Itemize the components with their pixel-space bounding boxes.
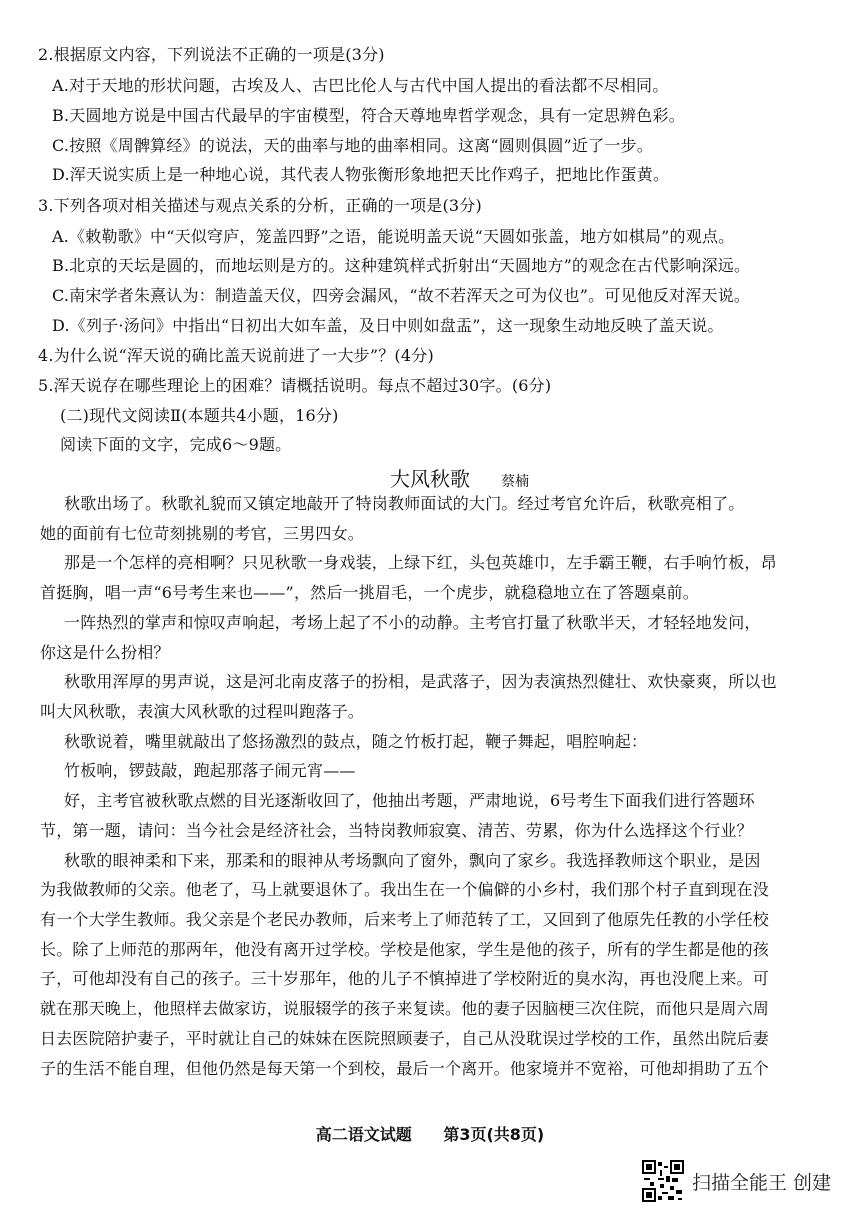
- page-footer: [0, 1122, 860, 1145]
- article-title: 大风秋歌: [390, 467, 470, 491]
- article-line: 日去医院陪护妻子，平时就让自己的妹妹在医院照顾妻子，自己从没耽误过学校的工作，虽然出院后妻: [40, 1029, 770, 1048]
- article-header: [390, 463, 529, 492]
- article-line: 叫大风秋歌，表演大风秋歌的过程叫跑落子。: [40, 702, 365, 721]
- section-instruction: 阅读下面的文字，完成6～9题。: [60, 435, 292, 454]
- question-2-option-a: A.对于天地的形状问题，古埃及人、古巴比伦人与古代中国人提出的看法都不尽相同。: [52, 76, 669, 95]
- article-line: 她的面前有七位苛刻挑剔的考官，三男四女。: [40, 524, 365, 543]
- question-3-option-c: C.南宋学者朱熹认为：制造盖天仪，四旁会漏风，“故不若浑天之可为仪也”。可见他反对浑天说。: [52, 286, 751, 305]
- scanner-watermark: [642, 1160, 831, 1202]
- question-2-option-c: C.按照《周髀算经》的说法，天的曲率与地的曲率相同。这离“圆则俱圆”近了一步。: [52, 136, 653, 155]
- article-line: 节，第一题，请问：当今社会是经济社会，当特岗教师寂寞、清苦、劳累，你为什么选择这个行业？: [40, 821, 753, 840]
- article-line: 秋歌说着，嘴里就敲出了悠扬激烈的鼓点，随之竹板打起，鞭子舞起，唱腔响起：: [64, 732, 648, 751]
- question-3-option-b: B.北京的天坛是圆的，而地坛则是方的。这种建筑样式折射出“天圆地方”的观念在古代影响深远。: [52, 256, 751, 275]
- article-line: 竹板响，锣鼓敲，跑起那落子闹元宵——: [64, 761, 356, 780]
- article-line: 子的生活不能自理，但他仍然是每天第一个到校，最后一个离开。他家境并不宽裕，可他却捐助了五个: [40, 1059, 770, 1078]
- question-3-stem: 3.下列各项对相关描述与观点关系的分析，正确的一项是(3分): [38, 196, 482, 215]
- article-line: 为我做教师的父亲。他老了，马上就要退休了。我出生在一个偏僻的小乡村，我们那个村子直到现在没: [40, 880, 770, 899]
- question-3-option-a: A.《敕勒歌》中“天似穹庐，笼盖四野”之语，能说明盖天说“天圆如张盖，地方如棋局”的观点。: [52, 227, 735, 246]
- article-line: 你这是什么扮相？: [40, 643, 170, 662]
- article-line: 就在那天晚上，他照样去做家访，说服辍学的孩子来复读。他的妻子因脑梗三次住院，而他只是周六周: [40, 999, 770, 1018]
- article-line: 一阵热烈的掌声和惊叹声响起，考场上起了不小的动静。主考官打量了秋歌半天，才轻轻地发问，: [64, 613, 761, 632]
- article-line: 有一个大学生教师。我父亲是个老民办教师，后来考上了师范转了工，又回到了他原先任教的小学任校: [40, 910, 770, 929]
- article-line: 那是一个怎样的亮相啊？只见秋歌一身戏装，上绿下红，头包英雄巾，左手霸王鞭，右手响竹板，昂: [64, 553, 777, 572]
- article-author: 蔡楠: [501, 474, 530, 490]
- article-line: 子，可他却没有自己的孩子。三十岁那年，他的儿子不慎掉进了学校附近的臭水沟，再也没爬上来。可: [40, 969, 770, 988]
- question-5: 5.浑天说存在哪些理论上的困难？请概括说明。每点不超过30字。(6分): [38, 376, 552, 395]
- question-4: 4.为什么说“浑天说的确比盖天说前进了一大步”？(4分): [38, 346, 434, 365]
- section-heading: (二)现代文阅读Ⅱ(本题共4小题，16分): [60, 406, 339, 425]
- article-line: 首挺胸，唱一声“6号考生来也——”，然后一挑眉毛，一个虎步，就稳稳地立在了答题桌前。: [40, 583, 699, 602]
- article-line: 秋歌的眼神柔和下来，那柔和的眼神从考场飘向了窗外，飘向了家乡。我选择教师这个职业，是因: [64, 851, 761, 870]
- footer-subject: 高二语文试题: [315, 1125, 412, 1144]
- question-2-stem: 2.根据原文内容，下列说法不正确的一项是(3分): [38, 45, 385, 64]
- question-3-option-d: D.《列子·汤问》中指出“日初出大如车盖，及日中则如盘盂”，这一现象生动地反映了盖天说。: [52, 316, 724, 335]
- article-line: 长。除了上师范的那两年，他没有离开过学校。学校是他家，学生是他的孩子，所有的学生都是他的孩: [40, 940, 770, 959]
- article-line: 好，主考官被秋歌点燃的目光逐渐收回了，他抽出考题，严肃地说，6号考生下面我们进行答题环: [64, 791, 755, 810]
- article-line: 秋歌用浑厚的男声说，这是河北南皮落子的扮相，是武落子，因为表演热烈健壮、欢快豪爽，所以也: [64, 672, 777, 691]
- question-2-option-b: B.天圆地方说是中国古代最早的宇宙模型，符合天尊地卑哲学观念，具有一定思辨色彩。: [52, 106, 685, 125]
- question-2-option-d: D.浑天说实质上是一种地心说，其代表人物张衡形象地把天比作鸡子，把地比作蛋黄。: [52, 165, 670, 184]
- footer-page-number: 第3页(共8页): [443, 1125, 545, 1144]
- article-line: 秋歌出场了。秋歌礼貌而又镇定地敲开了特岗教师面试的大门。经过考官允许后，秋歌亮相了。: [64, 494, 745, 513]
- scanner-label: 扫描全能王 创建: [692, 1171, 832, 1194]
- qr-code-icon: [642, 1160, 684, 1202]
